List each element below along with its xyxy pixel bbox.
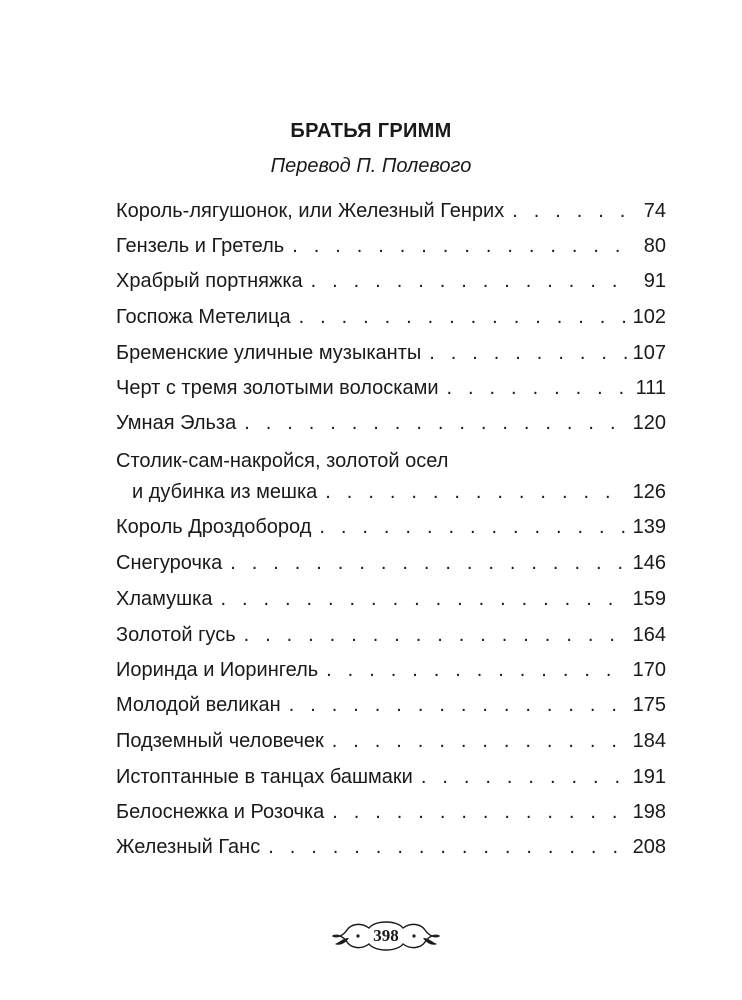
- toc-entry: [116, 550, 666, 576]
- toc-entry: [116, 586, 666, 612]
- toc-entry-title: Храбрый портняжка: [116, 270, 303, 292]
- page-number: 398: [373, 926, 399, 945]
- toc-entry-page: 184: [632, 730, 666, 752]
- dot-leader: [447, 375, 630, 401]
- toc-entry-page: 175: [632, 694, 666, 716]
- dot-leader: [244, 410, 626, 436]
- toc-entry-title: Истоптанные в танцах башмаки: [116, 766, 413, 788]
- translator-subheading: Перевод П. Полевого: [270, 155, 472, 177]
- toc-entry-title-line1: Столик-сам-накройся, золотой осел: [116, 450, 449, 472]
- toc-entry: [116, 410, 666, 436]
- toc-entry-page: 111: [635, 377, 666, 399]
- toc-entry: [116, 375, 666, 401]
- toc-entry: [116, 304, 666, 330]
- toc-entry-title: Снегурочка: [116, 552, 223, 574]
- toc-entry: [116, 340, 666, 366]
- toc-entry-title: Король-лягушонок, или Железный Генрих: [116, 200, 505, 222]
- dot-leader: [289, 692, 627, 718]
- toc-entry-page: 91: [643, 270, 666, 292]
- dot-leader: [325, 479, 626, 505]
- toc-entry: [116, 479, 666, 505]
- toc-entry-page: 198: [632, 801, 666, 823]
- toc-entry-title: Король Дроздобород: [116, 516, 312, 538]
- toc-entry-title: Госпожа Метелица: [116, 306, 291, 328]
- toc-entry: [116, 514, 666, 540]
- toc-entry-page: 102: [632, 306, 666, 328]
- dot-leader: [326, 657, 626, 683]
- dot-leader: [512, 198, 630, 224]
- toc-entry-title: Молодой великан: [116, 694, 281, 716]
- dot-leader: [220, 586, 626, 612]
- toc-entry-page: 120: [632, 412, 666, 434]
- toc-entry: [116, 728, 666, 754]
- dot-leader: [230, 550, 626, 576]
- toc-entry: [116, 268, 666, 294]
- toc-entry-title: Железный Ганс: [116, 836, 261, 858]
- toc-entry-page: 126: [632, 481, 666, 503]
- dot-leader: [421, 764, 627, 790]
- toc-entry: [116, 764, 666, 790]
- toc-entry-title: Золотой гусь: [116, 624, 236, 646]
- toc-entry-title: Хламушка: [116, 588, 213, 610]
- toc-entry: [116, 622, 666, 648]
- dot-leader: [319, 514, 626, 540]
- toc-entry-page: 146: [632, 552, 666, 574]
- toc-entry: [116, 198, 666, 224]
- toc-entry-title: Подземный человечек: [116, 730, 324, 752]
- dot-leader: [268, 834, 626, 860]
- toc-entry-title: Умная Эльза: [116, 412, 237, 434]
- toc-entry-title: Гензель и Гретель: [116, 235, 285, 257]
- toc-entry-title: Бременские уличные музыканты: [116, 342, 422, 364]
- toc-entry-title: и дубинка из мешка: [132, 481, 318, 503]
- toc-entry: [116, 834, 666, 860]
- toc-entry-title: Черт с тремя золотыми волосками: [116, 377, 439, 399]
- dot-leader: [244, 622, 627, 648]
- dot-leader: [311, 268, 630, 294]
- toc-entry-page: 159: [632, 588, 666, 610]
- dot-leader: [332, 728, 627, 754]
- toc-entry: [116, 233, 666, 259]
- toc-entry: [116, 799, 666, 825]
- page-folio: [331, 916, 441, 956]
- dot-leader: [332, 799, 626, 825]
- toc-entry: [116, 692, 666, 718]
- toc-entry: [116, 657, 666, 683]
- toc-entry-page: 191: [632, 766, 666, 788]
- toc-entry-page: 170: [632, 659, 666, 681]
- toc-entry-page: 139: [632, 516, 666, 538]
- toc-entry-page: 208: [632, 836, 666, 858]
- toc-entry-page: 107: [632, 342, 666, 364]
- section-heading: БРАТЬЯ ГРИММ: [290, 120, 452, 142]
- toc-entry-title: Белоснежка и Розочка: [116, 801, 325, 823]
- toc-entry-title: Иоринда и Иорингель: [116, 659, 319, 681]
- dot-leader: [299, 304, 627, 330]
- toc-entry-page: 80: [643, 235, 666, 257]
- toc-entry-page: 164: [632, 624, 666, 646]
- dot-leader: [429, 340, 626, 366]
- dot-leader: [292, 233, 630, 259]
- toc-entry-page: 74: [643, 200, 666, 222]
